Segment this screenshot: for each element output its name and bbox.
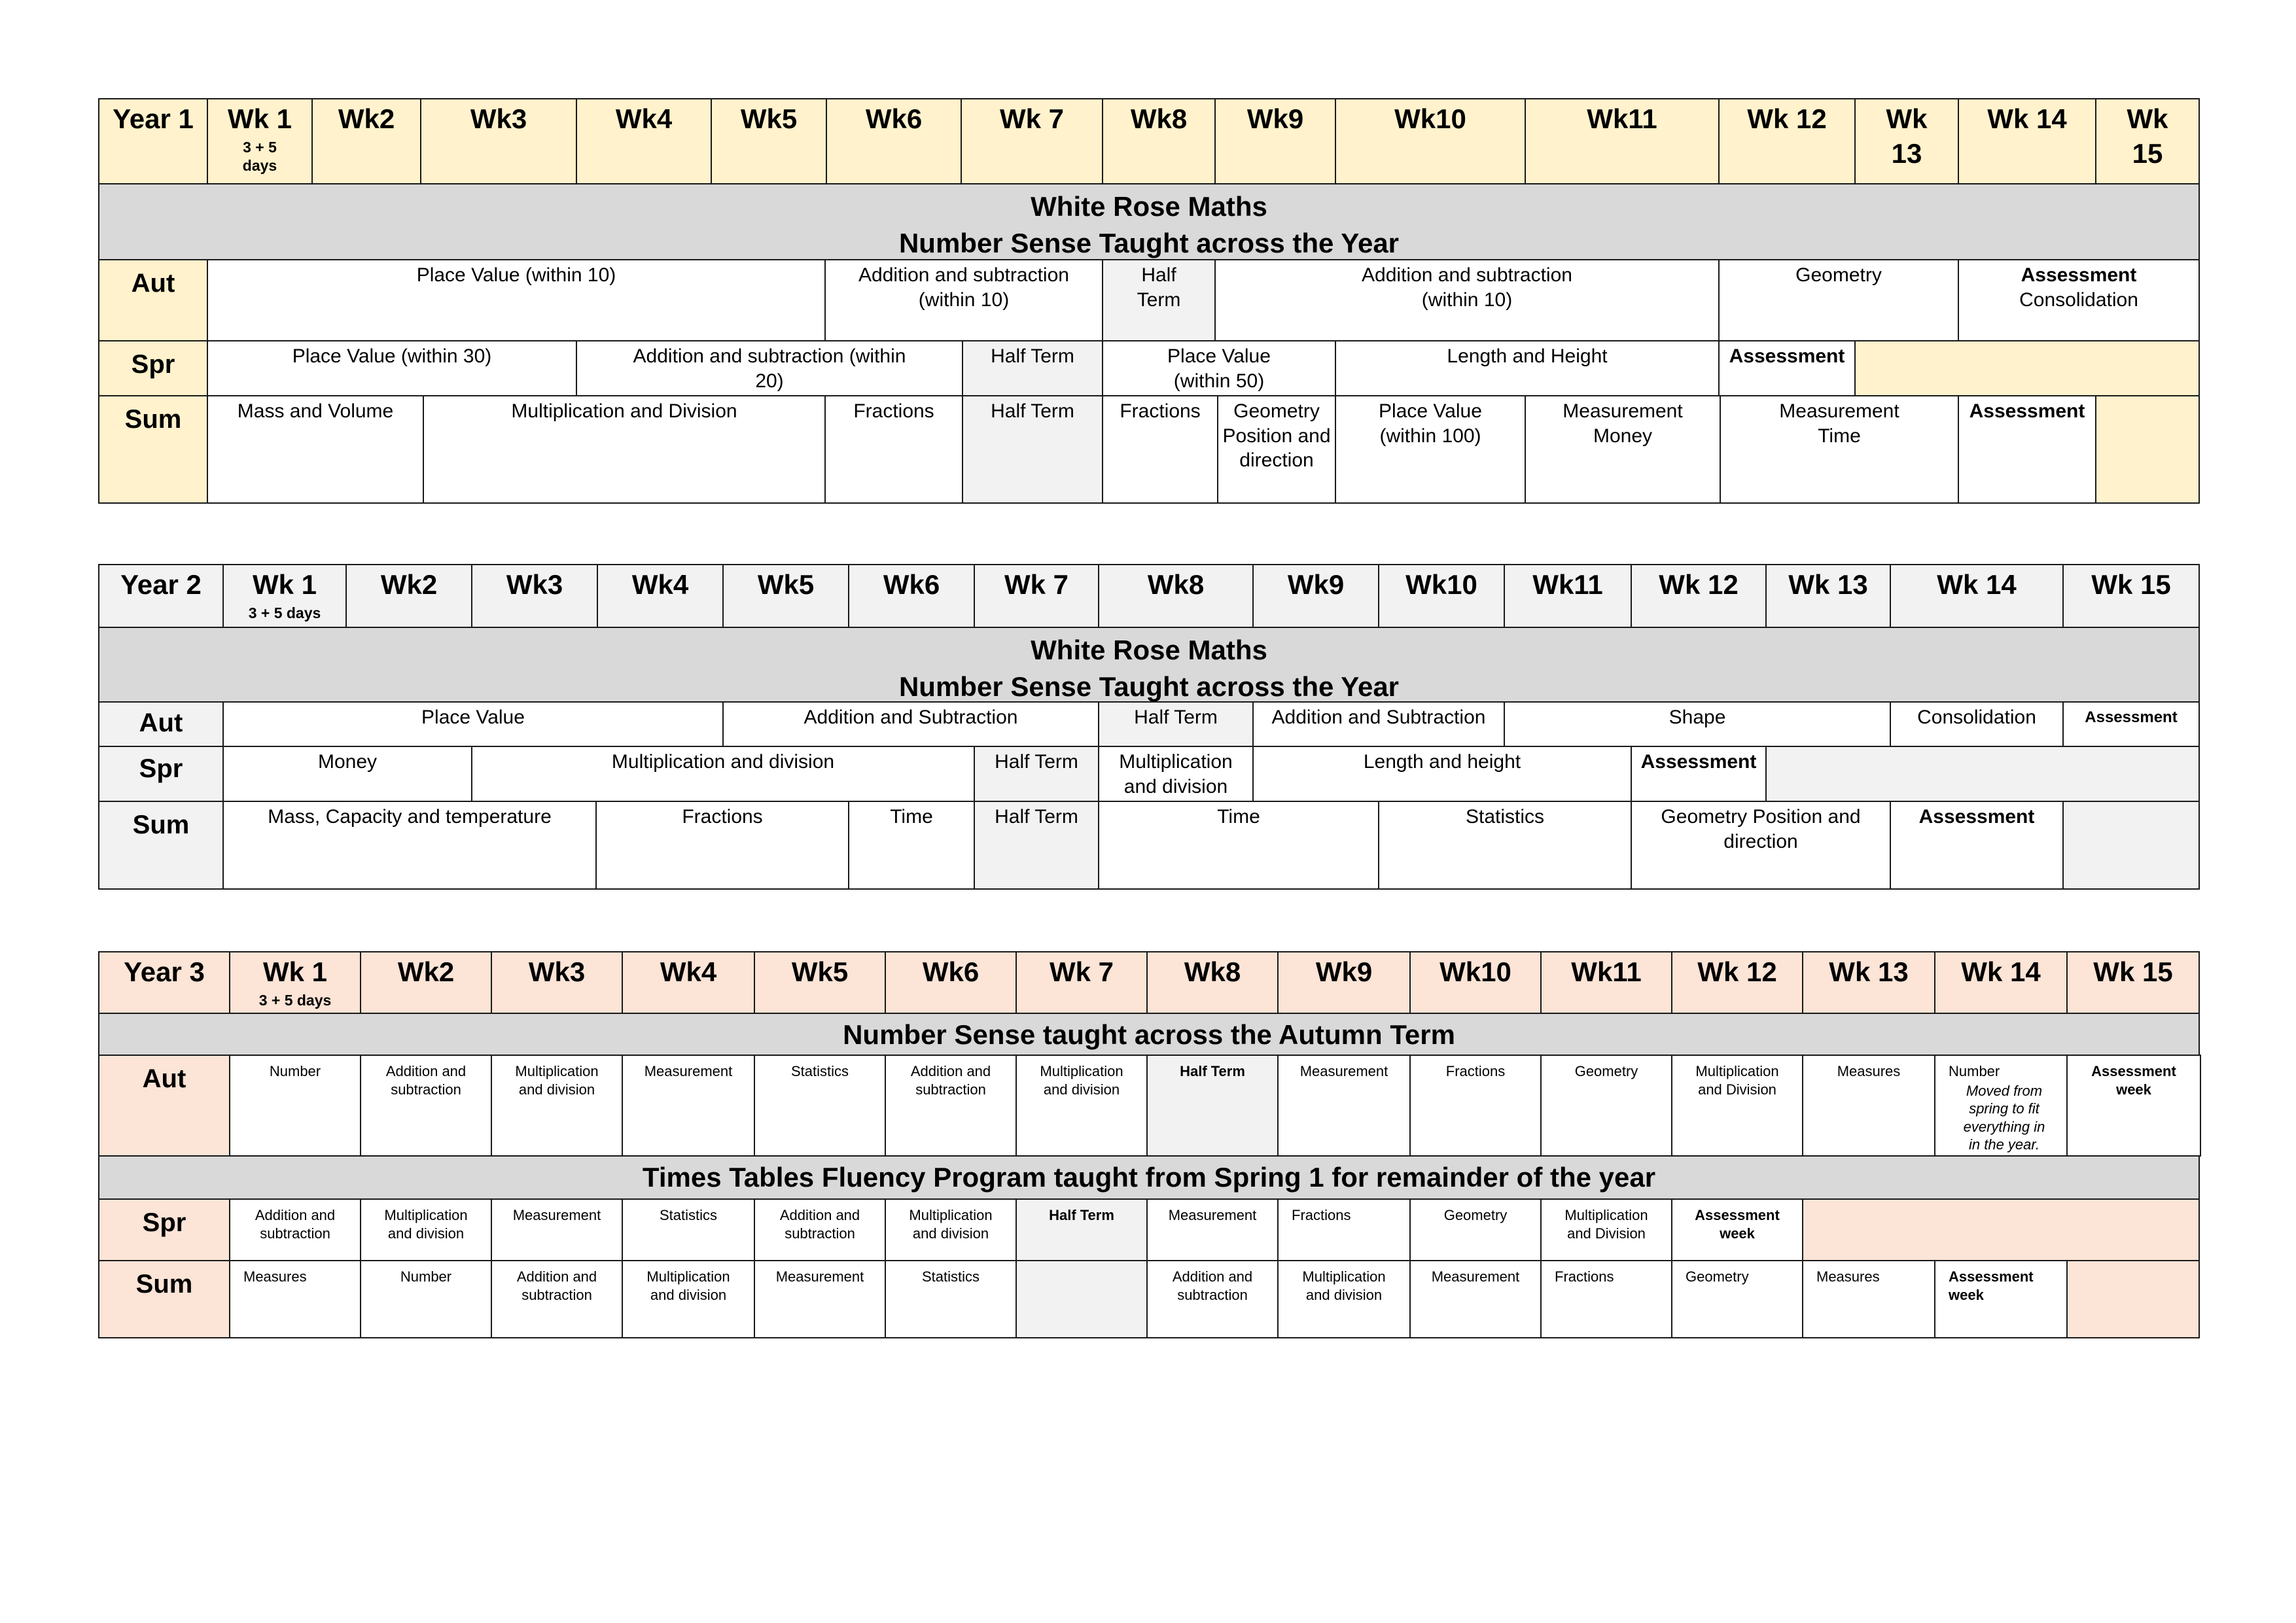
year3-spr-cell-text: Half Term bbox=[1049, 1207, 1114, 1223]
year3-week-8: Wk8 bbox=[1146, 951, 1279, 1014]
year3-aut-cell-text: Multiplication and Division bbox=[1695, 1063, 1779, 1098]
year2-spr-half-term: Half Term bbox=[974, 746, 1099, 802]
year3-aut-cell-text: Measurement bbox=[1299, 1063, 1388, 1079]
year3-aut-week-7 bbox=[1016, 1055, 1148, 1157]
year3-week-4: Wk4 bbox=[622, 951, 755, 1014]
year3-aut-cell-text: Multiplication and division bbox=[515, 1063, 599, 1098]
year1-week-10: Wk10 bbox=[1335, 98, 1526, 184]
year2-week-5: Wk5 bbox=[722, 564, 849, 628]
year3-sum-week-11 bbox=[1540, 1260, 1672, 1338]
year2-week-8: Wk8 bbox=[1098, 564, 1254, 628]
year3-sum-week-3 bbox=[491, 1260, 623, 1338]
year3-corner: Year 3 bbox=[98, 951, 230, 1014]
year3-sum-week-9 bbox=[1277, 1260, 1411, 1338]
year2-banner: White Rose Maths Number Sense Taught across the Year bbox=[98, 627, 2200, 703]
year3-aut-week-8 bbox=[1146, 1055, 1279, 1157]
year3-spr-week-3 bbox=[491, 1198, 623, 1261]
year1-banner: White Rose Maths Number Sense Taught across the Year bbox=[98, 183, 2200, 260]
year1-aut-geometry: Geometry bbox=[1718, 259, 1959, 341]
year3-spr-week-8 bbox=[1146, 1198, 1279, 1261]
year2-aut-place-value: Place Value bbox=[222, 701, 724, 747]
year3-spr-cell-text: Multiplication and division bbox=[384, 1207, 468, 1242]
year3-week-14: Wk 14 bbox=[1934, 951, 2068, 1014]
year1-week-3: Wk3 bbox=[420, 98, 577, 184]
year3-sum-cell-text: Geometry bbox=[1686, 1268, 1749, 1285]
year2-week-11: Wk11 bbox=[1504, 564, 1632, 628]
year3-sum-cell-text: Measurement bbox=[1431, 1268, 1520, 1285]
year3-week-2: Wk2 bbox=[360, 951, 492, 1014]
year3-sum-cell-text: Multiplication and division bbox=[646, 1268, 730, 1303]
year3-aut-week-10 bbox=[1409, 1055, 1542, 1157]
year3-aut-week-9 bbox=[1277, 1055, 1411, 1157]
year3-spr-week-7 bbox=[1016, 1198, 1148, 1261]
year2-sum-time: Time bbox=[848, 801, 975, 890]
year1-week-13: Wk 13 bbox=[1854, 98, 1959, 184]
year1-aut-place-value: Place Value (within 10) bbox=[207, 259, 826, 341]
year1-sum-measurement-money: Measurement Money bbox=[1525, 395, 1721, 504]
year1-aut-half-term: Half Term bbox=[1102, 259, 1216, 341]
year3-spr-empty bbox=[1802, 1198, 2200, 1261]
year2-sum-assessment: Assessment bbox=[1890, 801, 2064, 890]
year3-week-15: Wk 15 bbox=[2066, 951, 2200, 1014]
year2-spr-empty bbox=[1765, 746, 2200, 802]
year3-sum-week-10 bbox=[1409, 1260, 1542, 1338]
year3-aut-cell-text: Measures bbox=[1837, 1063, 1901, 1079]
year3-spr-week-4 bbox=[622, 1198, 755, 1261]
year2-sum-empty bbox=[2062, 801, 2200, 890]
year3-sum-week-13 bbox=[1802, 1260, 1935, 1338]
year3-aut-week-1 bbox=[229, 1055, 361, 1157]
year3-spr-cell-text: Geometry bbox=[1443, 1207, 1508, 1223]
year1-week-1: Wk 1 3 + 5 days bbox=[207, 98, 313, 184]
year3-spr-cell-text: Statistics bbox=[659, 1207, 718, 1223]
year3-aut-cell-text: Half Term bbox=[1180, 1063, 1245, 1079]
year3-week-9: Wk9 bbox=[1277, 951, 1411, 1014]
year3-sum-cell-text: Multiplication and division bbox=[1302, 1268, 1386, 1303]
year3-aut-cell-text: Assessment week bbox=[2091, 1063, 2176, 1098]
year3-spr-week-1 bbox=[229, 1198, 361, 1261]
year3-aut-week-4 bbox=[622, 1055, 755, 1157]
year3-spr-cell-text: Measurement bbox=[1168, 1207, 1257, 1223]
year3-aut-cell-text: Multiplication and division bbox=[1040, 1063, 1123, 1098]
year1-sum-empty bbox=[2095, 395, 2200, 504]
year1-sum-measurement-time: Measurement Time bbox=[1720, 395, 1959, 504]
year3-sum-cell-text: Fractions bbox=[1555, 1268, 1614, 1285]
year3-week-6: Wk6 bbox=[885, 951, 1017, 1014]
year2-week-13: Wk 13 bbox=[1765, 564, 1891, 628]
year2-sum-fractions: Fractions bbox=[595, 801, 849, 890]
year1-week-8: Wk8 bbox=[1102, 98, 1216, 184]
year1-aut-addition-subtraction-2: Addition and subtraction (within 10) bbox=[1214, 259, 1720, 341]
year3-week-10: Wk10 bbox=[1409, 951, 1542, 1014]
year3-spr-cell-text: Fractions bbox=[1292, 1207, 1351, 1223]
year3-aut-week14-note: Moved from spring to fit everything in in the year. bbox=[1963, 1082, 2045, 1153]
year3-week-3: Wk3 bbox=[491, 951, 623, 1014]
year3-spr-cell-text: Multiplication and division bbox=[909, 1207, 993, 1242]
year2-week-15: Wk 15 bbox=[2062, 564, 2200, 628]
year3-sum-cell-text: Measures bbox=[243, 1268, 307, 1285]
year1-week-9: Wk9 bbox=[1214, 98, 1336, 184]
year3-aut-week-3 bbox=[491, 1055, 623, 1157]
year3-aut-cell-text: Statistics bbox=[790, 1063, 849, 1079]
year2-sum-mass-capacity-temperature: Mass, Capacity and temperature bbox=[222, 801, 597, 890]
year3-spr-cell-text: Measurement bbox=[512, 1207, 601, 1223]
year1-sum-geometry: Geometry Position and direction bbox=[1217, 395, 1336, 504]
year1-week-6: Wk6 bbox=[826, 98, 962, 184]
year1-corner: Year 1 bbox=[98, 98, 208, 184]
year1-sum-multiplication-division: Multiplication and Division bbox=[423, 395, 826, 504]
year1-sum-fractions-2: Fractions bbox=[1102, 395, 1218, 504]
year3-sum-week-2 bbox=[360, 1260, 492, 1338]
year1-sum-place-value-100: Place Value (within 100) bbox=[1335, 395, 1526, 504]
year3-aut-week-15 bbox=[2066, 1055, 2201, 1157]
year3-week-1: Wk 1 3 + 5 days bbox=[229, 951, 361, 1014]
year3-sum-week-4 bbox=[622, 1260, 755, 1338]
year2-corner: Year 2 bbox=[98, 564, 224, 628]
year2-week-1: Wk 1 3 + 5 days bbox=[222, 564, 347, 628]
year3-spr-week-11 bbox=[1540, 1198, 1672, 1261]
year3-spr-cell-text: Assessment week bbox=[1695, 1207, 1780, 1242]
year1-week-15: Wk 15 bbox=[2095, 98, 2200, 184]
year1-spr-place-value: Place Value (within 30) bbox=[207, 340, 577, 396]
year3-banner-times-tables: Times Tables Fluency Program taught from Spring 1 for remainder of the year bbox=[98, 1155, 2200, 1200]
year1-spr-empty bbox=[1854, 340, 2200, 396]
year3-sum-week-5 bbox=[754, 1260, 886, 1338]
year3-week-7: Wk 7 bbox=[1016, 951, 1148, 1014]
year3-spr-week-9 bbox=[1277, 1198, 1411, 1261]
year3-aut-cell-text: Addition and subtraction bbox=[385, 1063, 467, 1098]
year2-row-label-spr: Spr bbox=[98, 746, 224, 802]
year1-row-label-spr: Spr bbox=[98, 340, 208, 396]
year3-spr-week-10 bbox=[1409, 1198, 1542, 1261]
year2-week-3: Wk3 bbox=[471, 564, 598, 628]
year2-week-14: Wk 14 bbox=[1890, 564, 2064, 628]
year3-week-11: Wk11 bbox=[1540, 951, 1672, 1014]
year3-aut-week-14 bbox=[1934, 1055, 2068, 1157]
year3-spr-week-6 bbox=[885, 1198, 1017, 1261]
year2-week-9: Wk9 bbox=[1252, 564, 1379, 628]
year3-aut-week-11 bbox=[1540, 1055, 1672, 1157]
year3-banner-autumn: Number Sense taught across the Autumn Term bbox=[98, 1013, 2200, 1056]
year1-sum-half-term: Half Term bbox=[962, 395, 1103, 504]
year3-aut-week-5 bbox=[754, 1055, 886, 1157]
year1-week-2: Wk2 bbox=[311, 98, 421, 184]
year3-aut-cell-text: Measurement bbox=[644, 1063, 733, 1079]
year1-sum-fractions: Fractions bbox=[824, 395, 963, 504]
year3-aut-week-12 bbox=[1671, 1055, 1803, 1157]
year2-spr-length-height: Length and height bbox=[1252, 746, 1632, 802]
year1-spr-addition-subtraction: Addition and subtraction (within 20) bbox=[576, 340, 963, 396]
year1-sum-mass-volume: Mass and Volume bbox=[207, 395, 424, 504]
year2-sum-statistics: Statistics bbox=[1378, 801, 1632, 890]
year3-sum-cell-text: Number bbox=[400, 1268, 452, 1285]
year3-spr-week-5 bbox=[754, 1198, 886, 1261]
year2-aut-addition-subtraction: Addition and Subtraction bbox=[722, 701, 1099, 747]
year1-spr-length-height: Length and Height bbox=[1335, 340, 1720, 396]
year3-aut-week-13 bbox=[1802, 1055, 1935, 1157]
year3-sum-week-12 bbox=[1671, 1260, 1803, 1338]
year3-row-label-sum: Sum bbox=[98, 1260, 230, 1338]
year3-sum-cell-text: Measures bbox=[1816, 1268, 1880, 1285]
year3-sum-week-8 bbox=[1146, 1260, 1279, 1338]
year3-aut-cell-text: Number bbox=[1949, 1063, 2000, 1079]
year2-sum-half-term: Half Term bbox=[974, 801, 1099, 890]
year3-sum-week-14 bbox=[1934, 1260, 2068, 1338]
year3-row-label-spr: Spr bbox=[98, 1198, 230, 1261]
year1-week-14: Wk 14 bbox=[1958, 98, 2096, 184]
year3-aut-cell-text: Addition and subtraction bbox=[910, 1063, 991, 1098]
year3-sum-cell-text: Addition and subtraction bbox=[1172, 1268, 1253, 1303]
year2-sum-geometry: Geometry Position and direction bbox=[1631, 801, 1891, 890]
year1-week-11: Wk11 bbox=[1525, 98, 1720, 184]
year1-row-label-aut: Aut bbox=[98, 259, 208, 341]
year1-week-12: Wk 12 bbox=[1718, 98, 1856, 184]
year1-spr-half-term: Half Term bbox=[962, 340, 1103, 396]
year2-aut-assessment: Assessment bbox=[2062, 701, 2200, 747]
year3-spr-cell-text: Addition and subtraction bbox=[255, 1207, 336, 1242]
year2-aut-consolidation: Consolidation bbox=[1890, 701, 2064, 747]
year3-sum-cell-text: Addition and subtraction bbox=[516, 1268, 597, 1303]
year2-spr-multiplication-division-2: Multiplication and division bbox=[1098, 746, 1254, 802]
year1-aut-assessment-consolidation: Assessment Consolidation bbox=[1958, 259, 2200, 341]
year2-week-10: Wk10 bbox=[1378, 564, 1505, 628]
year1-spr-place-value-50: Place Value (within 50) bbox=[1102, 340, 1336, 396]
year2-row-label-aut: Aut bbox=[98, 701, 224, 747]
year2-aut-addition-subtraction-2: Addition and Subtraction bbox=[1252, 701, 1505, 747]
year1-week-4: Wk4 bbox=[576, 98, 712, 184]
year2-week-2: Wk2 bbox=[345, 564, 472, 628]
year1-week-7: Wk 7 bbox=[961, 98, 1103, 184]
year2-week-6: Wk6 bbox=[848, 564, 975, 628]
year3-aut-cell-text: Fractions bbox=[1445, 1063, 1506, 1079]
year1-week-5: Wk5 bbox=[711, 98, 827, 184]
year1-spr-assessment: Assessment bbox=[1718, 340, 1856, 396]
year1-row-label-sum: Sum bbox=[98, 395, 208, 504]
year3-spr-cell-text: Multiplication and Division bbox=[1564, 1207, 1648, 1242]
year3-aut-cell-text: Number bbox=[269, 1063, 321, 1079]
year2-spr-multiplication-division: Multiplication and division bbox=[471, 746, 975, 802]
year3-sum-empty bbox=[2066, 1260, 2200, 1338]
year3-aut-week-2 bbox=[360, 1055, 492, 1157]
year3-week-5: Wk5 bbox=[754, 951, 886, 1014]
year2-sum-time-2: Time bbox=[1098, 801, 1379, 890]
year3-spr-week-2 bbox=[360, 1198, 492, 1261]
year3-sum-cell-text: Measurement bbox=[775, 1268, 864, 1285]
year2-week-4: Wk4 bbox=[597, 564, 724, 628]
year3-week-13: Wk 13 bbox=[1802, 951, 1935, 1014]
year2-row-label-sum: Sum bbox=[98, 801, 224, 890]
year2-spr-money: Money bbox=[222, 746, 472, 802]
year3-week-12: Wk 12 bbox=[1671, 951, 1803, 1014]
year3-aut-week-6 bbox=[885, 1055, 1017, 1157]
year2-spr-assessment: Assessment bbox=[1631, 746, 1767, 802]
year2-week-7: Wk 7 bbox=[974, 564, 1099, 628]
year3-sum-cell-text: Assessment week bbox=[1949, 1268, 2034, 1303]
year2-aut-half-term: Half Term bbox=[1098, 701, 1254, 747]
year3-aut-cell-text: Geometry bbox=[1574, 1063, 1638, 1079]
year1-aut-addition-subtraction: Addition and subtraction (within 10) bbox=[824, 259, 1103, 341]
year2-week-12: Wk 12 bbox=[1631, 564, 1767, 628]
year2-aut-shape: Shape bbox=[1504, 701, 1891, 747]
year3-sum-week-6 bbox=[885, 1260, 1017, 1338]
year3-row-label-aut: Aut bbox=[98, 1055, 230, 1157]
year3-sum-cell-text: Statistics bbox=[921, 1268, 980, 1285]
year3-sum-week-1 bbox=[229, 1260, 361, 1338]
year3-spr-week-12 bbox=[1671, 1198, 1803, 1261]
year1-sum-assessment: Assessment bbox=[1958, 395, 2096, 504]
year3-sum-week-7 bbox=[1016, 1260, 1148, 1338]
year3-spr-cell-text: Addition and subtraction bbox=[779, 1207, 860, 1242]
